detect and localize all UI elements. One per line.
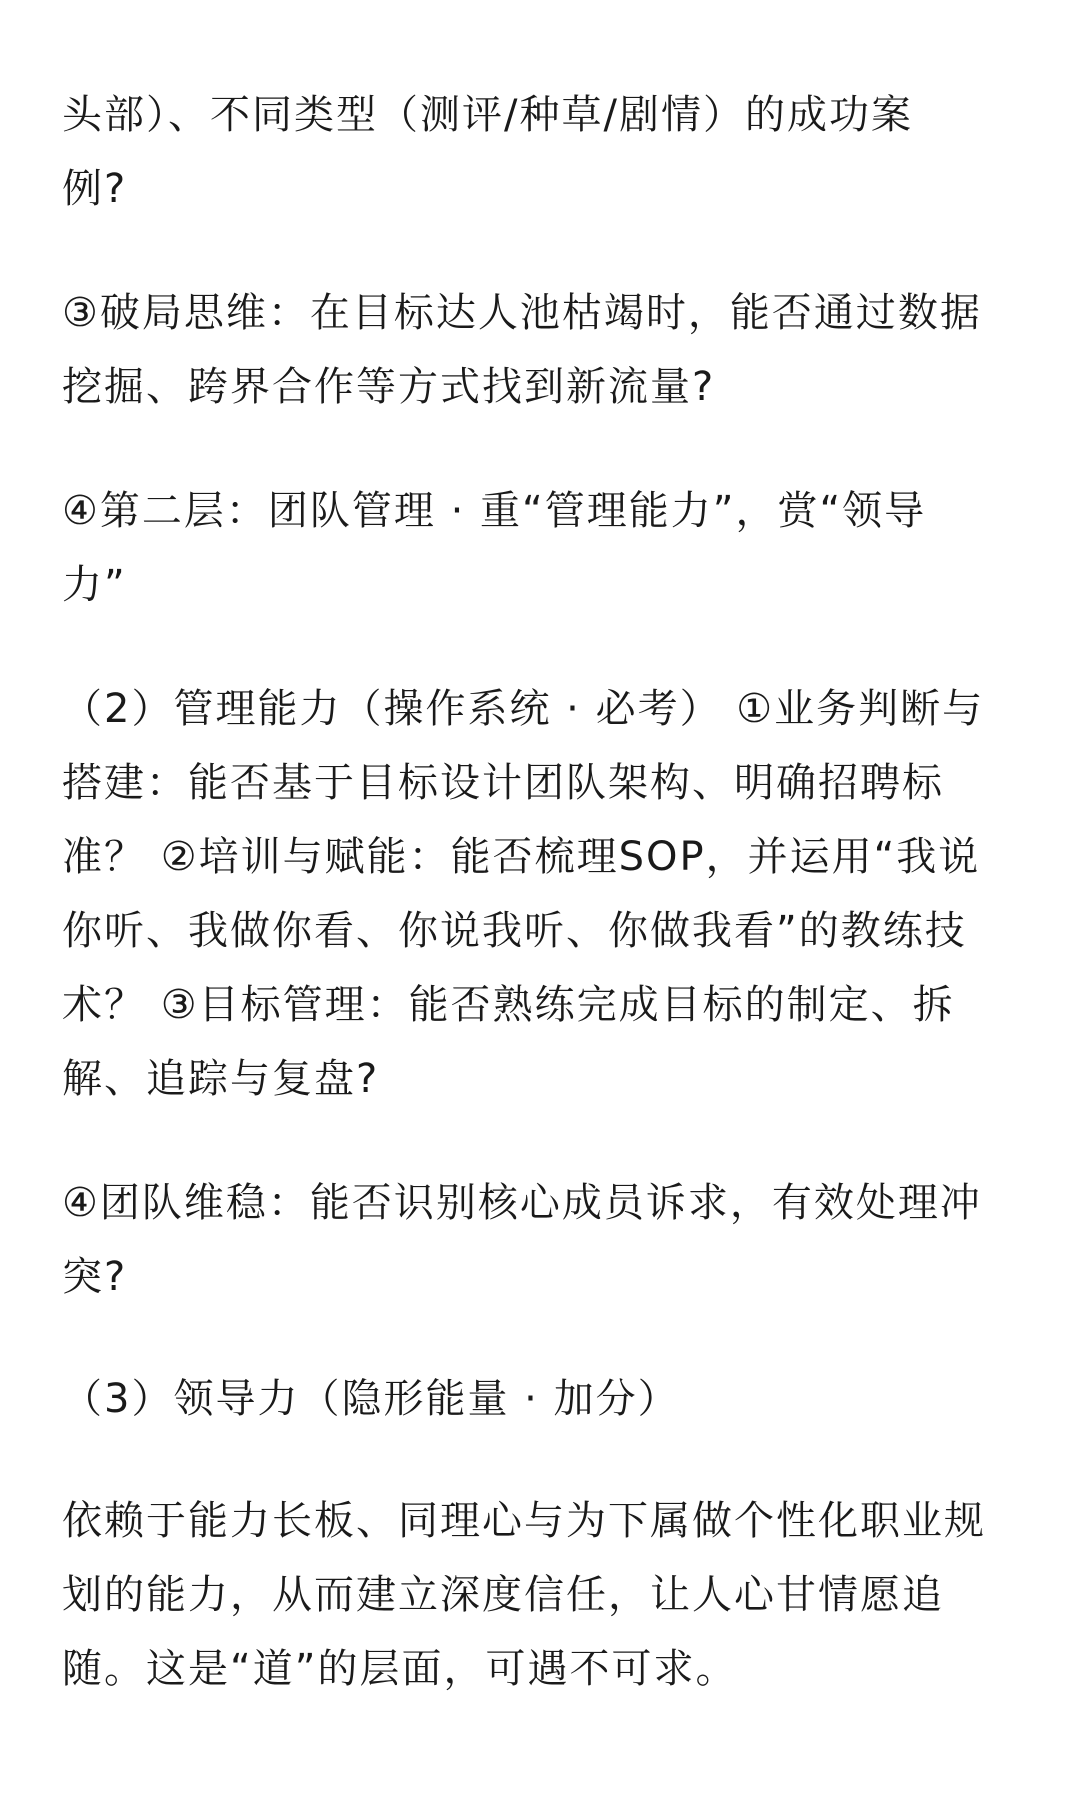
- text-line: 搭建：能否基于目标设计团队架构、明确招聘标: [62, 760, 944, 806]
- text-line: 准？ ②培训与赋能：能否梳理SOP，并运用“我说: [62, 834, 981, 880]
- text-line: 例?: [62, 166, 128, 212]
- text-line: 力”: [62, 562, 127, 608]
- text-line: 突?: [62, 1254, 128, 1300]
- text-line: 依赖于能力长板、同理心与为下属做个性化职业规: [62, 1498, 986, 1544]
- paragraph-leadership-heading: [62, 1362, 1022, 1436]
- article-body: [62, 78, 1022, 1706]
- text-line: （2）管理能力（操作系统 · 必考） ①业务判断与: [62, 686, 985, 732]
- text-line: 你听、我做你看、你说我听、你做我看”的教练技: [62, 908, 967, 954]
- text-line: 划的能力，从而建立深度信任，让人心甘情愿追: [62, 1572, 944, 1618]
- text-line: 随。这是“道”的层面，可遇不可求。: [62, 1646, 738, 1692]
- paragraph-management-ability: [62, 672, 1022, 1116]
- text-line: 解、追踪与复盘?: [62, 1056, 380, 1102]
- text-line: 术？ ③目标管理：能否熟练完成目标的制定、拆: [62, 982, 955, 1028]
- paragraph-level-two-heading: [62, 474, 1022, 622]
- text-line: 挖掘、跨界合作等方式找到新流量?: [62, 364, 716, 410]
- text-line: ④第二层：团队管理 · 重“管理能力”，赏“领导: [62, 488, 927, 534]
- paragraph-leadership-body: [62, 1484, 1022, 1706]
- paragraph-team-stability: [62, 1166, 1022, 1314]
- text-line: ④团队维稳：能否识别核心成员诉求，有效处理冲: [62, 1180, 982, 1226]
- text-line: ③破局思维：在目标达人池枯竭时，能否通过数据: [62, 290, 982, 336]
- text-line: 头部）、不同类型（测评/种草/剧情）的成功案: [62, 92, 913, 138]
- paragraph-breakthrough-thinking: [62, 276, 1022, 424]
- paragraph-success-cases: [62, 78, 1022, 226]
- text-line: （3）领导力（隐形能量 · 加分）: [62, 1376, 680, 1422]
